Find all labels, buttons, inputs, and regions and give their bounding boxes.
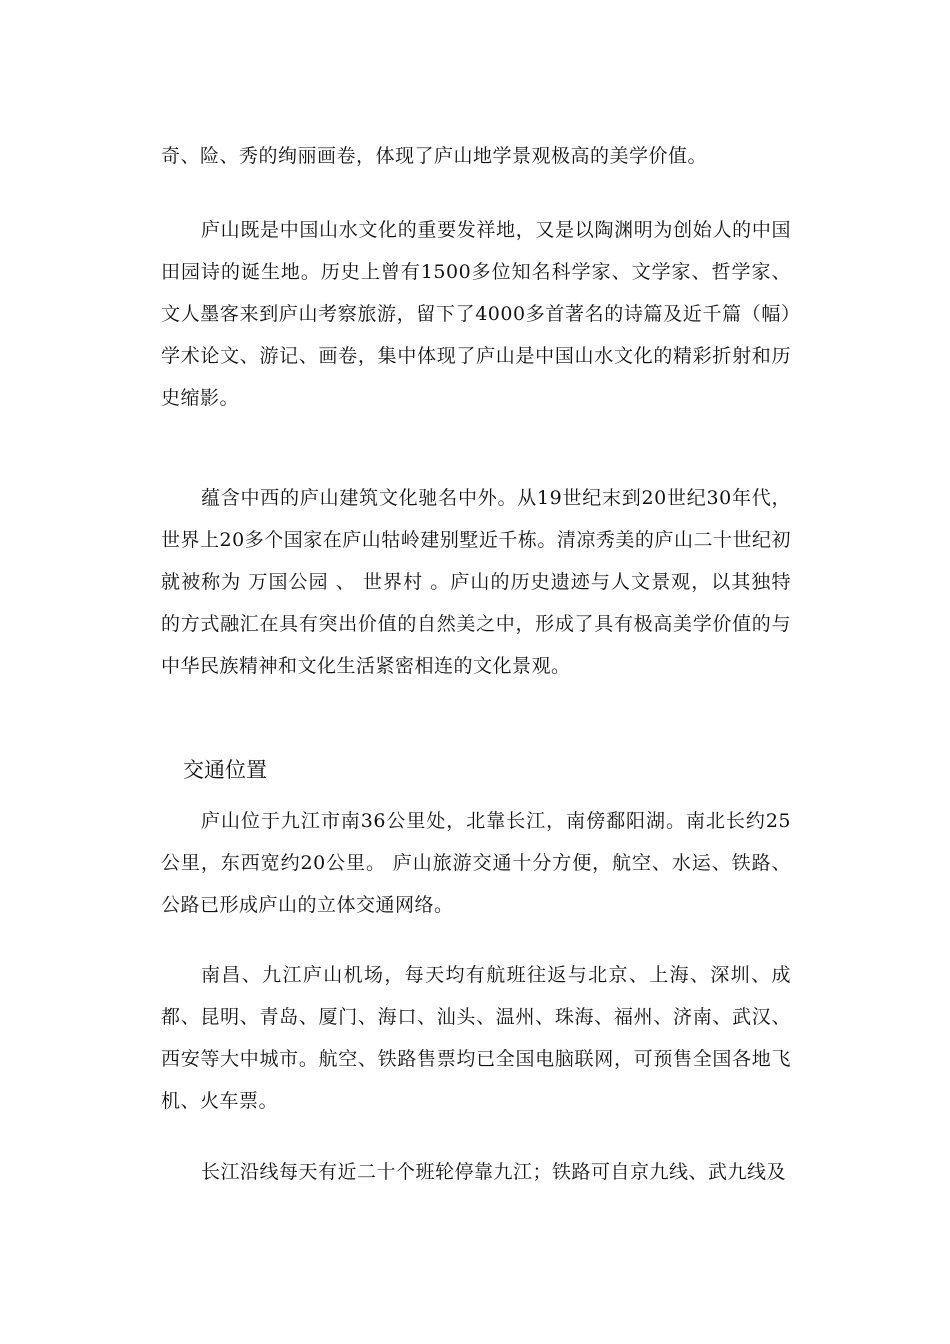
- section-heading-transport: 交通位置: [183, 758, 267, 782]
- paragraph-landscape-continuation: 奇、险、秀的绚丽画卷，体现了庐山地学景观极高的美学价值。: [161, 145, 708, 167]
- paragraph-landscape-culture: 庐山既是中国山水文化的重要发祥地，又是以陶渊明为创始人的中国田园诗的诞生地。历史上曾有1500多位知名科学家、文学家、哲学家、文人墨客来到庐山考察旅游，留下了4000多首著名的诗篇及近千篇（幅）学术论文、游记、画卷，集中体现了庐山是中国山水文化的精彩折射和历史缩影。: [161, 219, 791, 409]
- paragraph-transport-location: 庐山位于九江市南36公里处，北靠长江，南傍鄱阳湖。南北长约25公里，东西宽约20公里。 庐山旅游交通十分方便，航空、水运、铁路、公路已形成庐山的立体交通网络。: [161, 810, 791, 916]
- paragraph-transport-air: 南昌、九江庐山机场，每天均有航班往返与北京、上海、深圳、成都、昆明、青岛、厦门、海口、汕头、温州、珠海、福州、济南、武汉、西安等大中城市。航空、铁路售票均已全国电脑联网，可预售全国各地飞机、火车票。: [161, 964, 791, 1112]
- paragraph-transport-river-rail: 长江沿线每天有近二十个班轮停靠九江；铁路可自京九线、武九线及: [201, 1161, 787, 1183]
- paragraph-architecture-culture: 蕴含中西的庐山建筑文化驰名中外。从19世纪末到20世纪30年代，世界上20多个国家在庐山牯岭建别墅近千栋。清凉秀美的庐山二十世纪初就被称为 万国公园 、 世界村 。庐山的历史遗迹与人文景观，以其独特的方式融汇在具有突出价值的自然美之中，形成了具有极高美学价值的与中华民族精神和文化生活紧密相连的文化景观。: [161, 487, 791, 677]
